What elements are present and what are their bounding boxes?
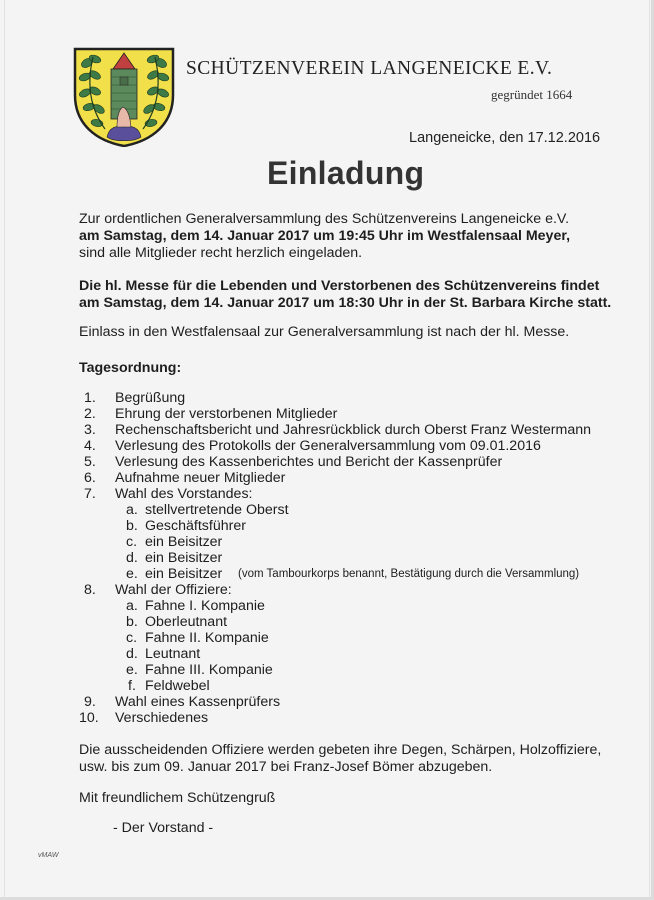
subitem-text: ein Beisitzer bbox=[145, 534, 223, 550]
item-text: Begrüßung bbox=[115, 390, 186, 406]
item-number: 4. bbox=[84, 438, 96, 454]
item-text: Verlesung des Kassenberichtes und Bericht der Kassenprüfer bbox=[115, 454, 503, 470]
intro-line-2: am Samstag, dem 14. Januar 2017 um 19:45 Uhr im Westfalensaal Meyer, bbox=[79, 228, 571, 244]
subitem-letter: d. bbox=[126, 550, 138, 566]
subitem-letter: d. bbox=[126, 646, 138, 662]
item-number: 6. bbox=[84, 470, 96, 486]
subitem-text: stellvertretende Oberst bbox=[145, 502, 289, 518]
scribble-mark: vMAW bbox=[38, 852, 59, 859]
founded-year: gegründet 1664 bbox=[491, 87, 573, 102]
item-number: 5. bbox=[84, 454, 96, 470]
subitem-letter: b. bbox=[126, 518, 138, 534]
entry-note: Einlass in den Westfalensaal zur Generalversammlung ist nach der hl. Messe. bbox=[79, 324, 570, 340]
item-text: Verlesung des Protokolls der Generalversammlung vom 09.01.2016 bbox=[115, 438, 541, 454]
signature: - Der Vorstand - bbox=[113, 820, 214, 836]
page-title: Einladung bbox=[267, 155, 425, 191]
subitem-letter: c. bbox=[126, 630, 138, 646]
item-number: 8. bbox=[84, 582, 96, 598]
mass-line-2: am Samstag, dem 14. Januar 2017 um 18:30 Uhr in der St. Barbara Kirche statt. bbox=[79, 295, 612, 311]
item-text: Ehrung der verstorbenen Mitglieder bbox=[115, 406, 338, 422]
item-text: Verschiedenes bbox=[115, 710, 209, 726]
agenda-heading: Tagesordnung: bbox=[79, 360, 182, 376]
subitem-letter: c. bbox=[126, 534, 138, 550]
item-text: Rechenschaftsbericht und Jahresrückblick durch Oberst Franz Westermann bbox=[115, 422, 592, 438]
subitem-text: Leutnant bbox=[145, 646, 201, 662]
item-number: 7. bbox=[84, 486, 96, 502]
mass-line-1: Die hl. Messe für die Lebenden und Verstorbenen des Schützenvereins findet bbox=[79, 278, 600, 294]
subitem-text: Oberleutnant bbox=[145, 614, 228, 630]
intro-line-3: sind alle Mitglieder recht herzlich eingeladen. bbox=[79, 245, 363, 261]
item-text: Aufnahme neuer Mitglieder bbox=[115, 470, 286, 486]
subitem-letter: a. bbox=[126, 598, 138, 614]
intro-line-1: Zur ordentlichen Generalversammlung des Schützenvereins Langeneicke e.V. bbox=[79, 211, 570, 227]
closing-note-line-1: Die ausscheidenden Offiziere werden gebeten ihre Degen, Schärpen, Holzoffiziere, bbox=[79, 742, 602, 758]
greeting: Mit freundlichem Schützengruß bbox=[79, 790, 276, 806]
item-number: 3. bbox=[84, 422, 96, 438]
subitem-letter: f. bbox=[128, 678, 136, 694]
subitem-text: Geschäftsführer bbox=[145, 518, 246, 534]
subitem-letter: b. bbox=[126, 614, 138, 630]
item-number: 9. bbox=[84, 694, 96, 710]
subitem-text: ein Beisitzer bbox=[145, 550, 223, 566]
subitem-text: Fahne III. Kompanie bbox=[145, 662, 273, 678]
subitem-text: Fahne I. Kompanie bbox=[145, 598, 265, 614]
page-edge-left bbox=[4, 0, 5, 900]
subitem-letter: e. bbox=[126, 662, 138, 678]
coat-of-arms-icon bbox=[73, 47, 175, 147]
item-text: Wahl des Vorstandes: bbox=[115, 486, 253, 502]
page-edge-right bbox=[649, 0, 650, 900]
item-text: Wahl eines Kassenprüfers bbox=[115, 694, 281, 710]
subitem-text: Feldwebel bbox=[145, 678, 210, 694]
club-name: SCHÜTZENVEREIN LANGENEICKE E.V. bbox=[186, 58, 553, 79]
item-number: 1. bbox=[84, 390, 96, 406]
subitem-text: Fahne II. Kompanie bbox=[145, 630, 269, 646]
item-number: 2. bbox=[84, 406, 96, 422]
item-text: Wahl der Offiziere: bbox=[115, 582, 232, 598]
subitem-letter: e. bbox=[126, 566, 138, 582]
item-number: 10. bbox=[79, 710, 99, 726]
subitem-letter: a. bbox=[126, 502, 138, 518]
subitem-text: ein Beisitzer bbox=[145, 566, 223, 582]
date-line: Langeneicke, den 17.12.2016 bbox=[409, 130, 601, 146]
closing-note-line-2: usw. bis zum 09. Januar 2017 bei Franz-Josef Bömer abzugeben. bbox=[79, 759, 493, 775]
subitem-note: (vom Tambourkorps benannt, Bestätigung durch die Versammlung) bbox=[238, 568, 580, 580]
